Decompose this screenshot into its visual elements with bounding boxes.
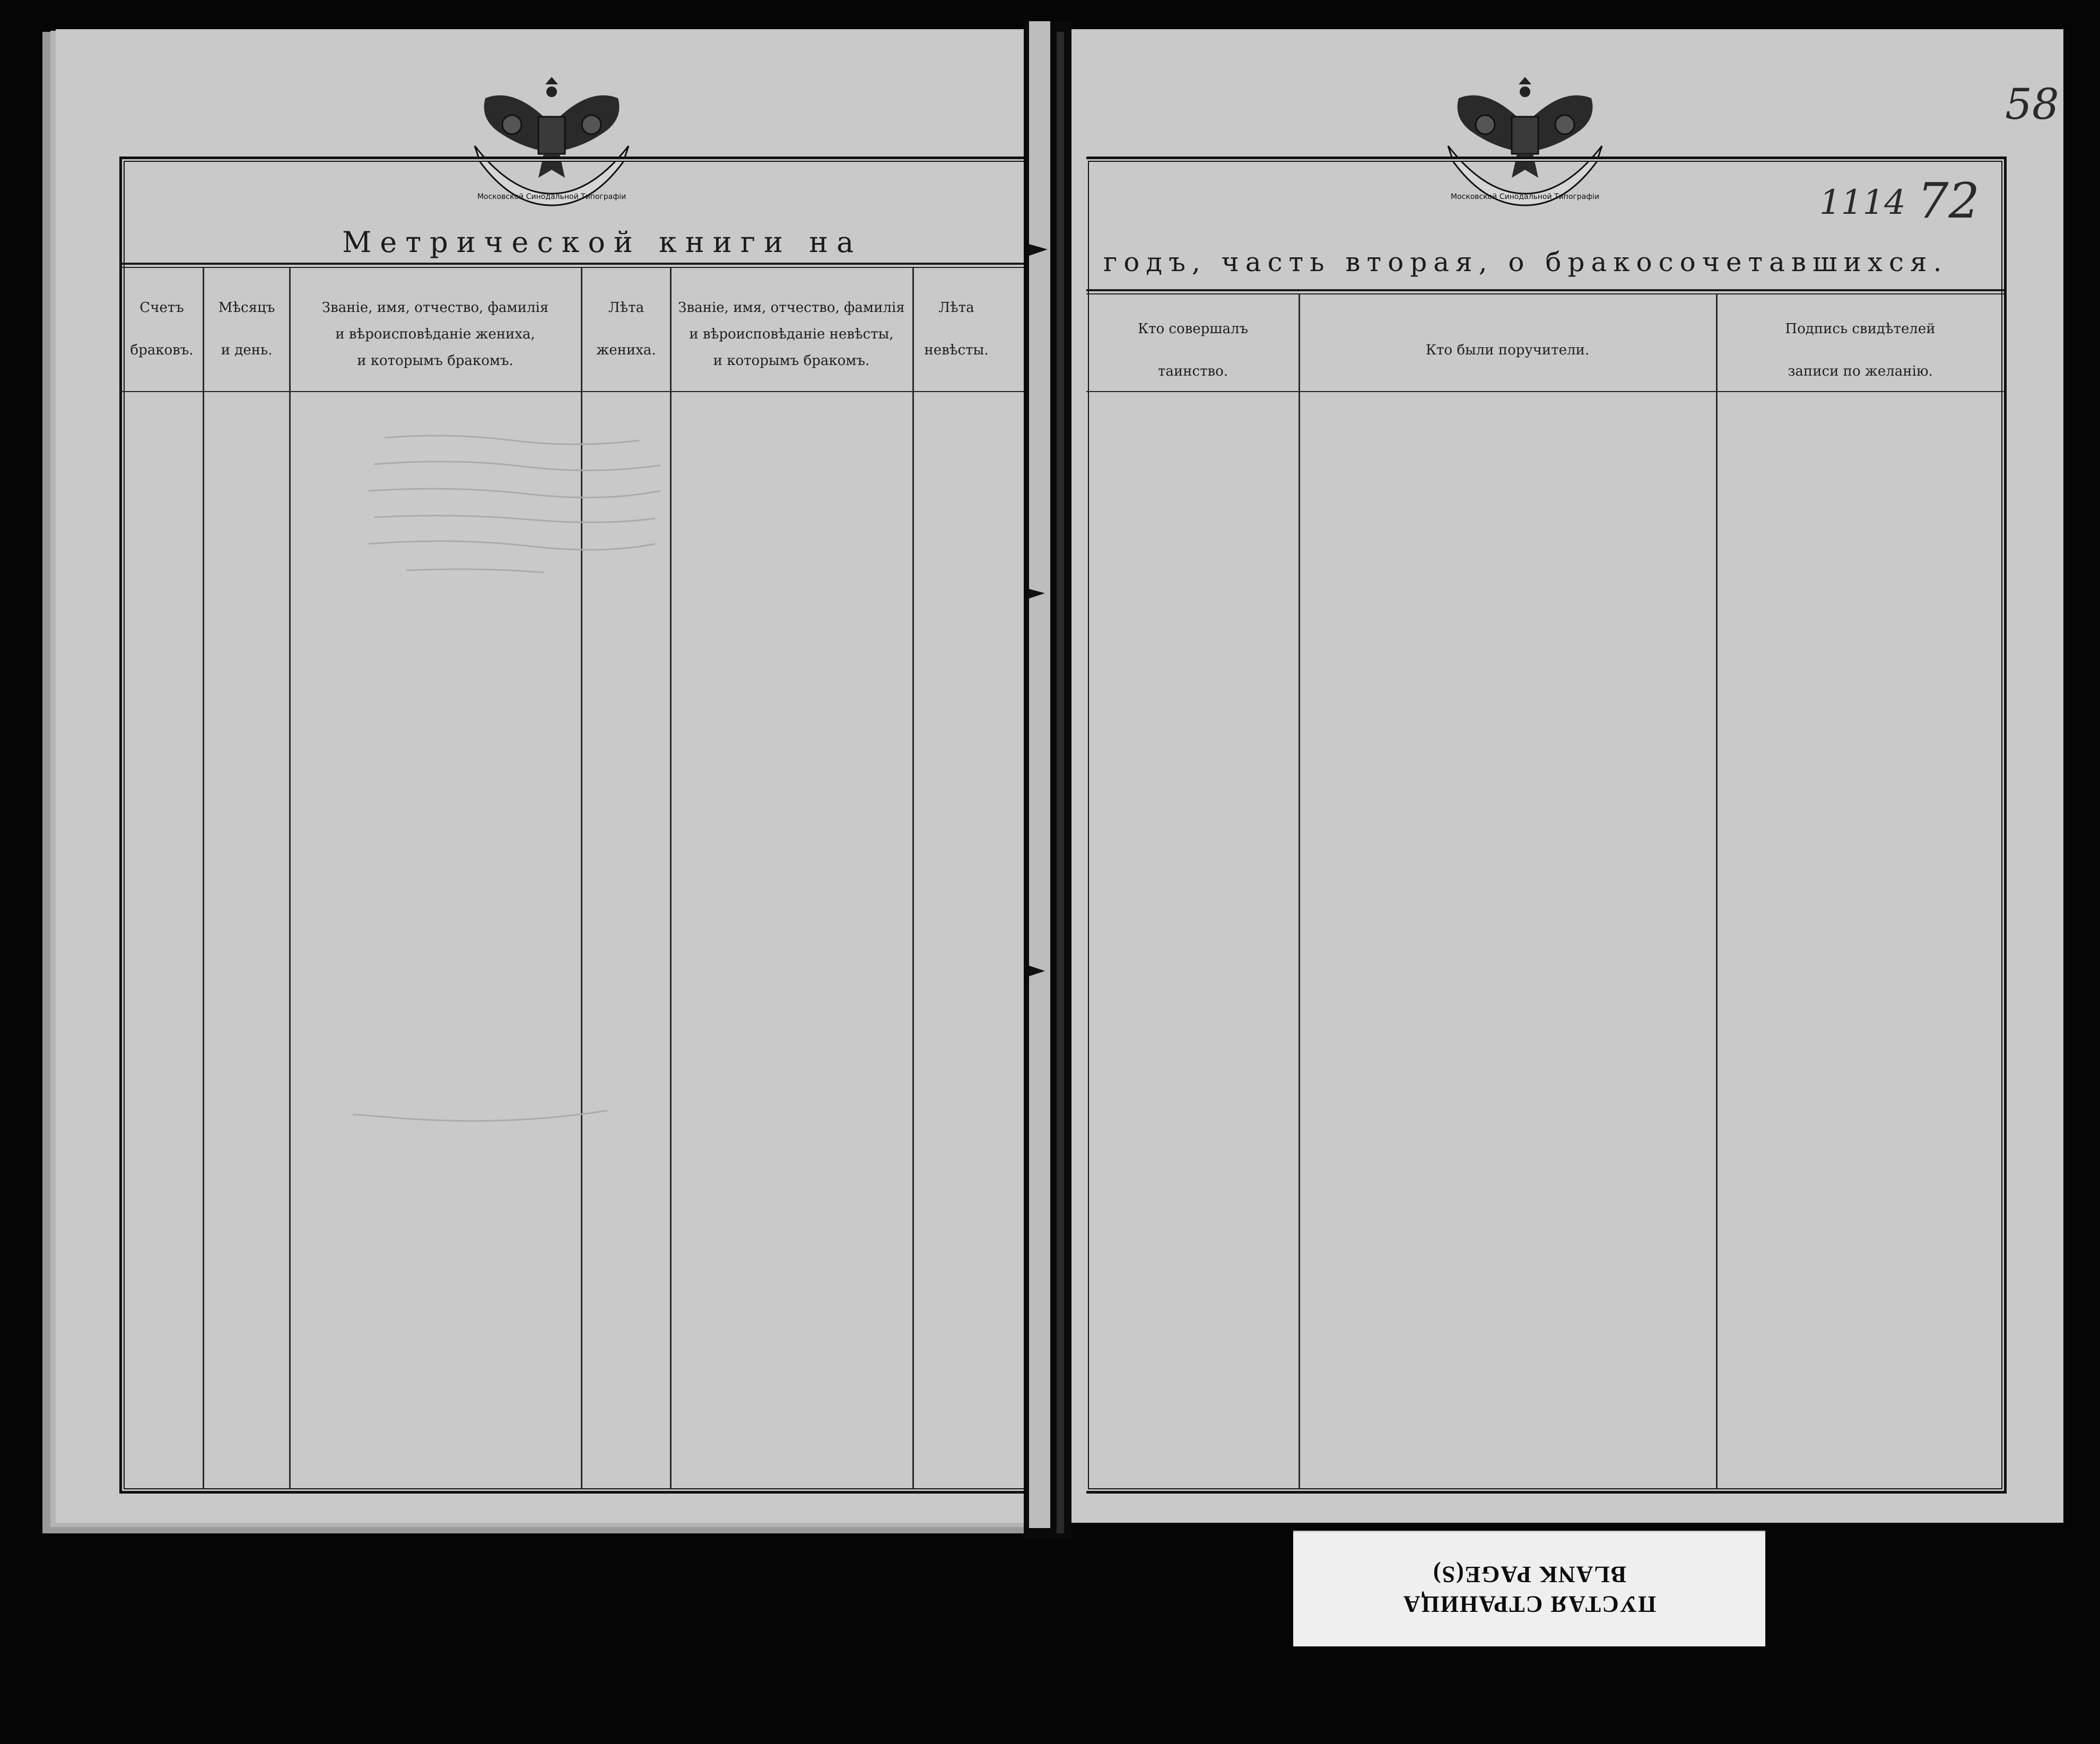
column-header-sponsors: Кто были поручители.: [1425, 342, 1590, 358]
column-header-witness-signatures: Подпись свидѣтелей записи по желанію.: [1785, 321, 1936, 379]
folio-number: 72: [1918, 172, 1980, 229]
corner-folio-number: 58: [2005, 80, 2059, 129]
column-header-bride-age: Лѣта невѣсты.: [924, 300, 989, 358]
column-header-month-day: Мѣсяцъ и день.: [218, 300, 275, 358]
left-page-heading: Метрической книги на: [342, 225, 862, 259]
column-header-bride: Званіе, имя, отчество, фамилія и вѣроисповѣданіе невѣсты, и которымъ бракомъ.: [678, 300, 905, 369]
bleed-through-marks: [353, 432, 671, 1175]
right-page: [1066, 29, 2063, 1523]
book-spine: [1024, 21, 1071, 1539]
stamp-line-english: BLANK PAGE(S): [1432, 1561, 1627, 1588]
blank-page-stamp: [1293, 1531, 1765, 1646]
left-page: [56, 29, 1053, 1523]
handwritten-number: 1114: [1819, 183, 1906, 222]
column-header-count: Счетъ браковъ.: [130, 300, 194, 358]
svg-text:Московской Синодальной Типогра: Московской Синодальной Типографіи: [1450, 193, 1600, 201]
svg-text:Московской Синодальной Типогра: Московской Синодальной Типографіи: [477, 193, 626, 201]
stamp-line-russian: ПУСТАЯ СТРАНИЦА: [1402, 1591, 1657, 1618]
column-header-officiant: Кто совершалъ таинство.: [1137, 321, 1249, 379]
column-header-groom: Званіе, имя, отчество, фамилія и вѣроисповѣданіе жениха, и которымъ бракомъ.: [321, 300, 549, 369]
column-header-groom-age: Лѣта жениха.: [596, 300, 656, 358]
right-page-heading: годъ, часть вторая, о бракосочетавшихся.: [1103, 247, 1948, 277]
